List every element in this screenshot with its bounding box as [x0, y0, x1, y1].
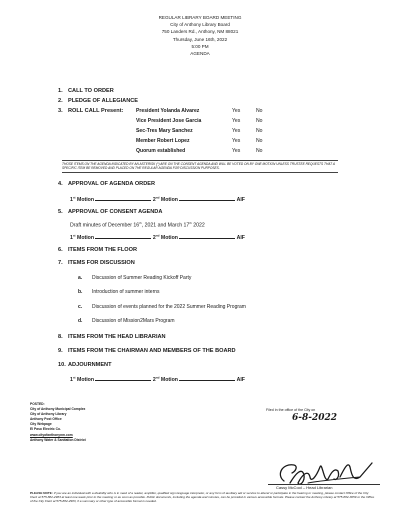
meeting-time: 5:00 PM [191, 43, 209, 49]
posted-location: www.cityofanthonynm.com [30, 432, 73, 437]
second-motion-label: Motion [159, 197, 178, 203]
section-call-to-order [58, 88, 114, 94]
aif-label: AIF [236, 197, 245, 203]
roll-call-row [0, 138, 400, 146]
no-option: No [256, 128, 263, 134]
section-label: ITEMS FROM THE HEAD LIBRARIAN [68, 334, 166, 340]
motion-line [70, 233, 245, 241]
aif-label: AIF [236, 377, 245, 383]
section-number: 2. [58, 98, 63, 104]
roll-call-row [0, 108, 400, 116]
roll-call-row [0, 148, 400, 156]
member-name: Quorum established [136, 148, 186, 154]
discussion-item [78, 304, 246, 310]
ordinal-suffix: nd [155, 195, 160, 200]
posted-location: City of Anthony Municipal Complex [30, 407, 86, 412]
section-number: 4. [58, 181, 63, 187]
ordinal-suffix: th [139, 221, 142, 225]
first-motion-blank [95, 375, 151, 381]
item-letter: c. [78, 304, 83, 310]
ordinal-suffix: st [72, 195, 76, 200]
item-letter: b. [78, 289, 83, 295]
aif-label: AIF [236, 235, 245, 241]
item-letter: d. [78, 318, 83, 324]
filed-date: 6-8-2022 [292, 413, 338, 423]
accessibility-notice [30, 491, 376, 504]
ordinal-suffix: st [72, 233, 76, 238]
second-motion-number: 2 [152, 235, 156, 241]
roll-call-row [0, 128, 400, 136]
item-text: Introduction of summer interns [92, 289, 160, 295]
section-label: ITEMS FROM THE CHAIRMAN AND MEMBERS OF THE BOARD [68, 348, 236, 354]
section-number: 1. [58, 88, 63, 94]
item-text: Discussion of Mission2Mars Program [92, 318, 175, 324]
meeting-date: Thursday, June 16th, 2022 [172, 36, 228, 42]
section-items-board [58, 348, 236, 354]
first-motion-number: 1 [70, 235, 73, 241]
posted-location: El Paso Electric Co. [30, 427, 61, 432]
posted-heading: POSTED: [30, 402, 45, 406]
motion-line [70, 195, 245, 203]
second-motion-label: Motion [159, 235, 178, 241]
first-motion-blank [95, 195, 151, 201]
second-motion-number: 2 [152, 197, 156, 203]
first-motion-label: Motion [75, 377, 94, 383]
yes-option: Yes [232, 138, 241, 144]
section-label: ROLL CALL Present: [68, 108, 124, 114]
ordinal-suffix: nd [155, 375, 160, 380]
section-number: 7. [58, 260, 63, 266]
discussion-item [78, 275, 191, 281]
filed-notice: Filed in the office of the City on [266, 408, 316, 412]
no-option: No [256, 138, 263, 144]
second-motion-number: 2 [152, 377, 156, 383]
section-adjournment [58, 362, 112, 368]
section-number: 5. [58, 209, 63, 215]
yes-option: Yes [232, 108, 241, 114]
posted-locations [30, 402, 86, 443]
consent-text: 2022 [191, 222, 205, 229]
section-label: ITEMS FOR DISCUSSION [68, 260, 135, 266]
first-motion-number: 1 [70, 377, 73, 383]
section-approval-agenda [58, 181, 155, 187]
divider [62, 160, 338, 161]
section-number: 6. [58, 247, 63, 253]
section-approval-consent [58, 209, 162, 215]
motion-line [70, 375, 245, 383]
no-option: No [256, 118, 263, 124]
section-number: 8. [58, 334, 63, 340]
item-text: Discussion of events planned for the 2022 Summer Reading Program [92, 304, 246, 310]
second-motion-label: Motion [159, 377, 178, 383]
divider [62, 172, 338, 173]
posted-location: City of Anthony Library [30, 412, 67, 417]
second-motion-blank [179, 375, 235, 381]
section-label: ADJOURNMENT [68, 362, 112, 368]
section-label: PLEDGE OF ALLEGIANCE [68, 98, 139, 104]
first-motion-blank [95, 233, 151, 239]
consent-text: , 2021 and March 17 [141, 222, 190, 229]
second-motion-blank [179, 233, 235, 239]
section-number: 9. [58, 348, 63, 354]
first-motion-label: Motion [75, 197, 94, 203]
yes-option: Yes [232, 118, 241, 124]
section-pledge [58, 98, 138, 104]
section-label: APPROVAL OF AGENDA ORDER [68, 181, 156, 187]
section-items-discussion [58, 260, 135, 266]
discussion-item [78, 289, 160, 295]
discussion-item [78, 318, 175, 324]
posted-location: City Webpage [30, 422, 52, 427]
posted-location: Anthony Post Office [30, 417, 62, 422]
meeting-address: 750 Landers Rd., Anthony, NM 88021 [161, 29, 239, 35]
please-note-text: If you are an individual with a disability who is in need of a reader, amplifier, qualified sign language interpreter, or any form of auxiliary aid or service to attend or participate in the hearing or meeting, please contact Office of the City Clerk at 575-882-2983 at least one week prior to the meeting or as soon as possible. Public documents, including the agenda and minutes, can be provided in various accessible formats. Please contact the Anthony Library at 575-882-3059 or the Office of the City Clerk at 575-882-2983, if a summary or other type of accessible format is needed. [30, 491, 375, 504]
section-label: CALL TO ORDER [68, 88, 114, 94]
meeting-title: REGULAR LIBRARY BOARD MEETING [158, 15, 242, 20]
ordinal-suffix: th [189, 221, 192, 225]
posted-location: Anthony Water & Sanitation District [30, 437, 86, 442]
section-items-floor [58, 247, 137, 253]
section-label: APPROVAL OF CONSENT AGENDA [68, 209, 163, 215]
member-name: Sec-Tres Mary Sanchez [136, 128, 193, 134]
yes-option: Yes [232, 128, 241, 134]
roll-call-row [0, 118, 400, 126]
item-letter: a. [78, 275, 83, 281]
ordinal-suffix: nd [155, 233, 160, 238]
member-name: President Yolanda Alvarez [136, 108, 200, 114]
signer-name: Cassy McCool – Head Librarian [276, 485, 333, 490]
section-items-librarian [58, 334, 166, 340]
section-number: 3. [58, 108, 63, 114]
no-option: No [256, 108, 263, 114]
ordinal-suffix: st [72, 375, 76, 380]
section-label: ITEMS FROM THE FLOOR [68, 247, 137, 253]
no-option: No [256, 148, 263, 154]
consent-text: Draft minutes of December 16 [70, 222, 140, 229]
first-motion-label: Motion [75, 235, 94, 241]
member-name: Member Robert Lopez [136, 138, 190, 144]
agenda-header [0, 14, 400, 57]
item-text: Discussion of Summer Reading Kickoff Party [92, 275, 192, 281]
consent-agenda-note: THOSE ITEMS ON THE AGENDA INDICATED BY AN ASTERISK (*) ARE ON THE CONSENT AGENDA AND WILL BE VOTED ON BY ONE MOTION UNLESS TRUSTEE REQUESTS THAT A SPECIFIC ITEM BE REMOVED AND PLACED ON THE REGULAR AGENDA FOR DISCUSSION PURPOSES. [62, 162, 335, 171]
please-note-label: PLEASE NOTE: [30, 491, 53, 495]
board-name: City of Anthony Library Board [170, 22, 230, 28]
section-number: 10. [58, 362, 66, 368]
first-motion-number: 1 [70, 197, 73, 203]
member-name: Vice President Jose Garcia [136, 118, 202, 124]
yes-option: Yes [232, 148, 241, 154]
second-motion-blank [179, 195, 235, 201]
document-type: AGENDA [190, 51, 210, 57]
consent-agenda-item [70, 221, 205, 229]
